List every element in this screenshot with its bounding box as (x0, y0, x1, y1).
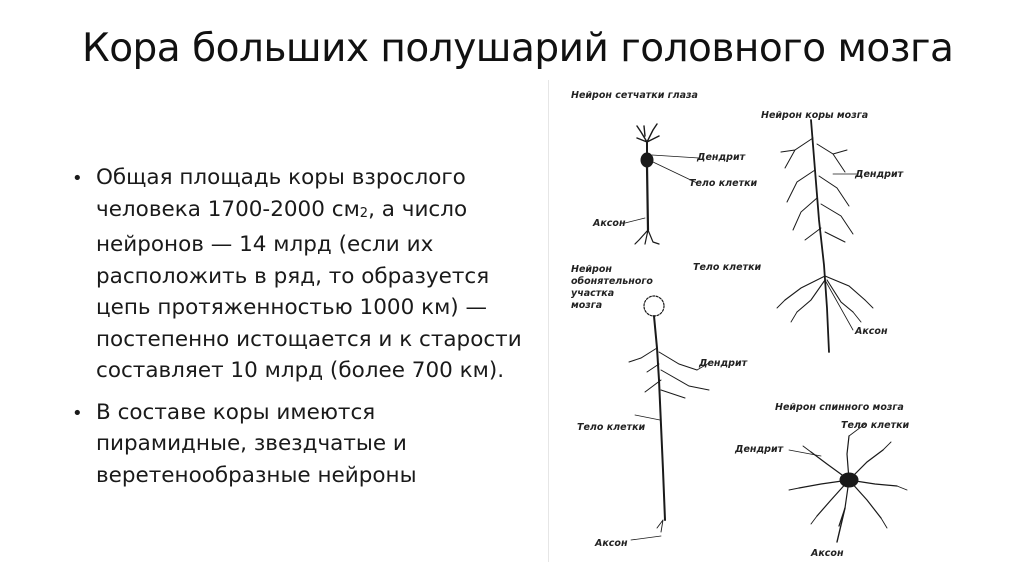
label-axon-spinal: Аксон (811, 548, 844, 559)
label-dendrite-spinal: Дендрит (735, 444, 784, 455)
spinal-neuron-drawing (789, 424, 907, 542)
label-cell-body-spinal: Тело клетки (841, 420, 910, 431)
bullet-marker: • (72, 168, 83, 189)
label-dendrite-cortex: Дендрит (855, 169, 904, 180)
label-olfactory-neuron-line2: обонятельного (571, 276, 653, 287)
label-cortex-neuron: Нейрон коры мозга (761, 110, 869, 121)
bullet-list (72, 162, 532, 501)
label-olfactory-neuron-line1: Нейрон (571, 264, 612, 275)
label-cell-body-retina: Тело клетки (689, 178, 758, 189)
label-olfactory-neuron-line3: участка (571, 288, 615, 299)
slide-title: Кора больших полушарий головного мозга (82, 26, 954, 71)
label-axon-retina: Аксон (593, 218, 626, 229)
label-retina-neuron: Нейрон сетчатки глаза (571, 90, 698, 101)
bullet-item-cortex-area (72, 162, 532, 387)
cortex-neuron-drawing (777, 120, 873, 352)
label-spinal-neuron: Нейрон спинного мозга (775, 402, 904, 413)
neuron-illustration (549, 80, 929, 562)
label-dendrite-retina: Дендрит (697, 152, 746, 163)
label-cell-body-cortex: Тело клетки (693, 262, 762, 273)
bullet-marker: • (72, 402, 83, 424)
neuron-types-figure (548, 80, 929, 562)
label-axon-cortex: Аксон (855, 326, 888, 337)
label-olfactory-neuron-line4: мозга (571, 300, 603, 311)
label-dendrite-olfactory: Дендрит (699, 358, 748, 369)
olfactory-neuron-drawing (629, 296, 709, 540)
bullet-text-part: , а число нейронов — 14 млрд (если их расположить в ряд, то образуется цепь протяженностью 1000 км) — постепенно истощается и к старости составляет 10 млрд (более 700 км). (96, 196, 522, 383)
retina-neuron-drawing (625, 124, 699, 244)
bullet-text: В составе коры имеются пирамидные, звездчатые и веретенообразные нейроны (96, 399, 417, 488)
label-cell-body-olfactory: Тело клетки (577, 422, 646, 433)
unit-superscript: 2 (359, 205, 369, 221)
bullet-text-part: Общая площадь коры взрослого человека 1700-2000 см (96, 165, 466, 222)
bullet-text (96, 162, 532, 387)
label-axon-olfactory: Аксон (595, 538, 628, 549)
bullet-item-neuron-types (72, 397, 532, 492)
